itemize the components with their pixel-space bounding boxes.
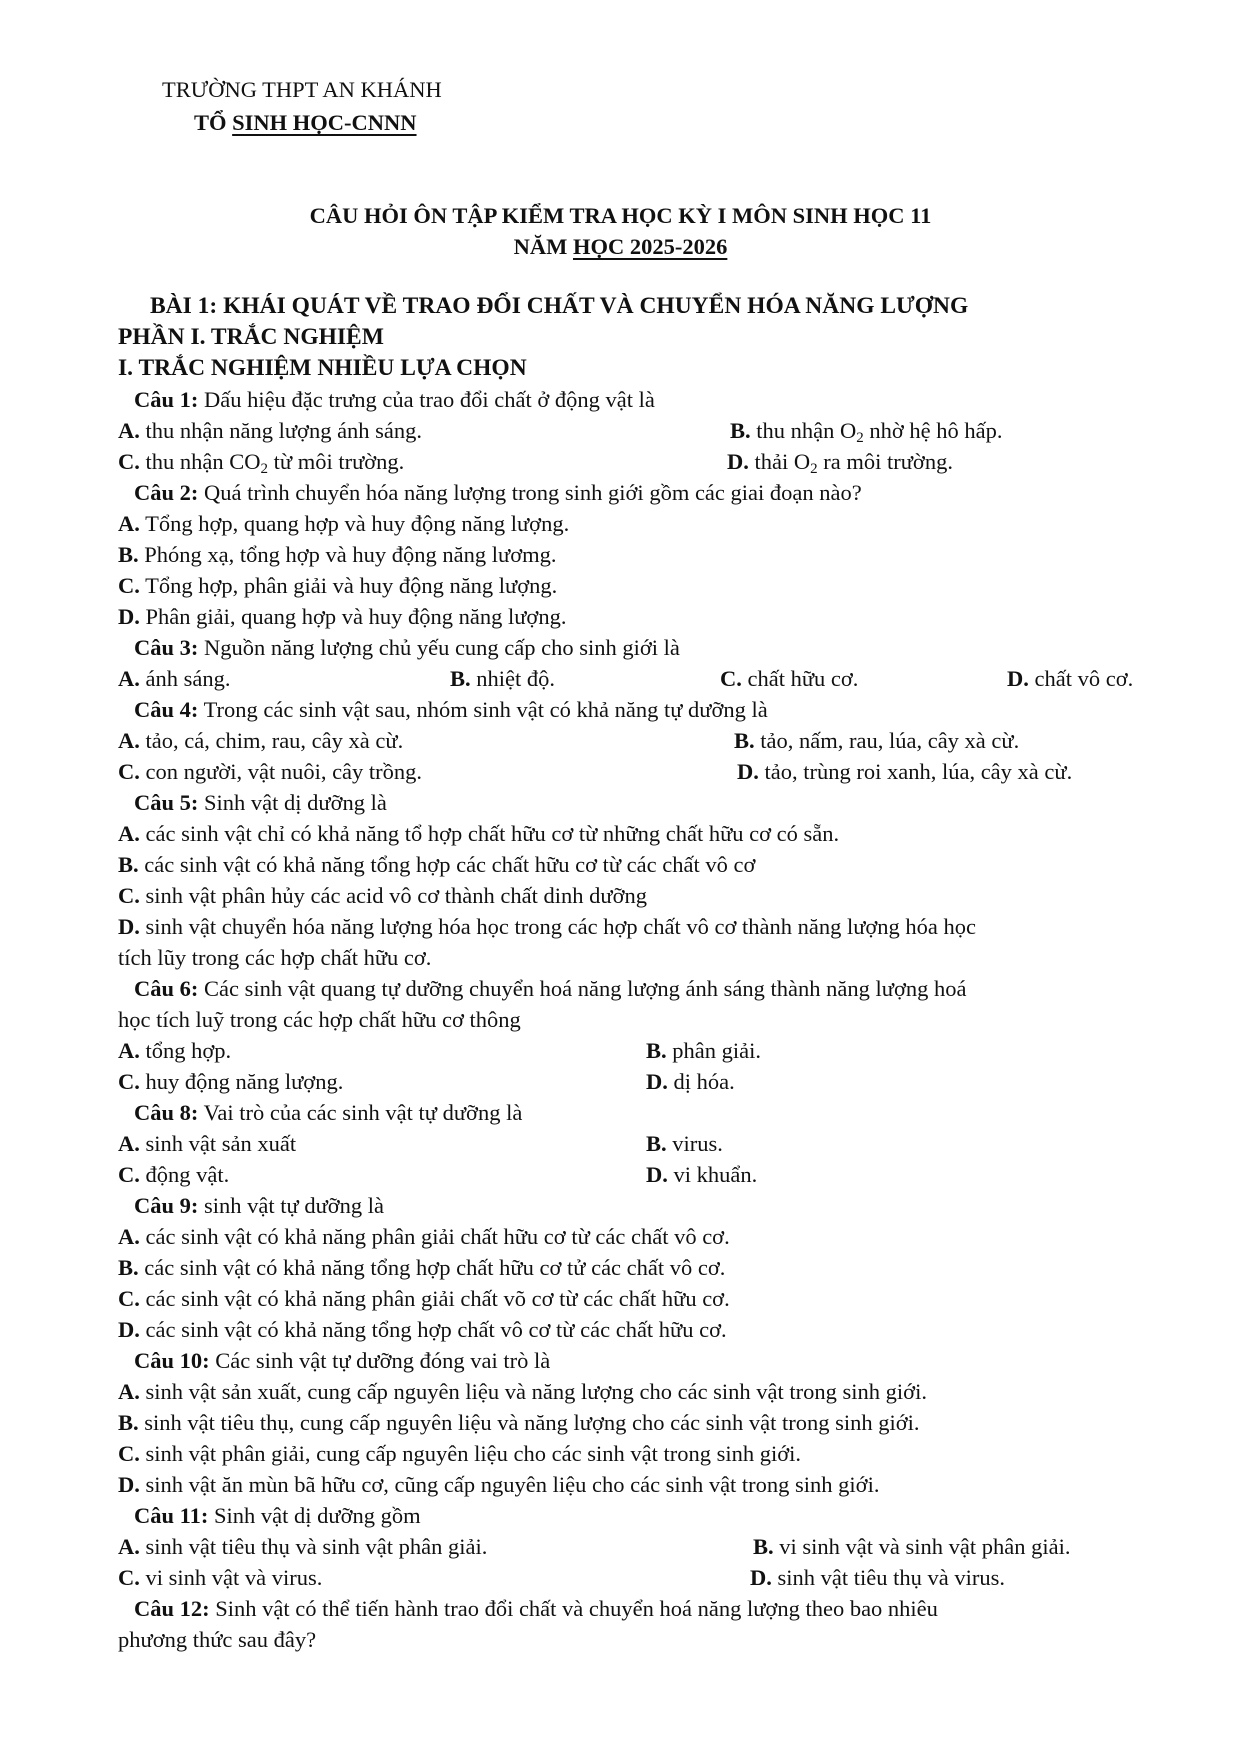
option-d: D. tảo, trùng roi xanh, lúa, cây xà cừ. [737,759,1073,784]
option-a: A. thu nhận năng lượng ánh sáng. [118,418,423,443]
question-stem-continuation: học tích luỹ trong các hợp chất hữu cơ thông [118,1007,521,1032]
option-b: B. vi sinh vật và sinh vật phân giải. [753,1534,1071,1559]
option-a: A. sinh vật tiêu thụ và sinh vật phân giải. [118,1534,488,1559]
option-a: A. tổng hợp. [118,1038,232,1063]
option-d: D. thải $O_2$ ra môi trường. [727,449,953,477]
option-a: A. sinh vật sản xuất [118,1131,297,1156]
option-d: D. các sinh vật có khả năng tổng hợp chất vô cơ từ các chất hữu cơ. [118,1317,727,1342]
option-a: A. ánh sáng. [118,666,231,691]
option-b: B. các sinh vật có khả năng tổng hợp các chất hữu cơ từ các chất vô cơ [118,852,756,877]
option-b: B. thu nhận $O_2$ nhờ hệ hô hấp. [730,418,1003,446]
option-c: C. Tổng hợp, phân giải và huy động năng lượng. [118,573,558,598]
option-a: A. các sinh vật có khả năng phân giải chất hữu cơ từ các chất vô cơ. [118,1224,730,1249]
subsection-heading: I. TRẮC NGHIỆM NHIỀU LỰA CHỌN [118,355,527,381]
option-d: D. sinh vật chuyển hóa năng lượng hóa học trong các hợp chất vô cơ thành năng lượng hóa học [118,914,977,939]
question-stem: Câu 10: Các sinh vật tự dưỡng đóng vai trò là [134,1348,551,1373]
question-stem: Câu 12: Sinh vật có thể tiến hành trao đổi chất và chuyển hoá năng lượng theo bao nhiêu [134,1596,938,1621]
option-c: C. các sinh vật có khả năng phân giải chất võ cơ từ các chất hữu cơ. [118,1286,730,1311]
option-b: B. phân giải. [646,1038,761,1063]
option-d: D. vi khuẩn. [646,1162,758,1187]
lesson-heading: BÀI 1: KHÁI QUÁT VỀ TRAO ĐỔI CHẤT VÀ CHUYỂN HÓA NĂNG LƯỢNG [150,293,969,319]
question-stem: Câu 4: Trong các sinh vật sau, nhóm sinh vật có khả năng tự dưỡng là [134,697,768,722]
question-stem: Câu 5: Sinh vật dị dưỡng là [134,790,387,815]
question-stem: Câu 6: Các sinh vật quang tự dưỡng chuyển hoá năng lượng ánh sáng thành năng lượng hoá [134,976,967,1001]
option-c: C. con người, vật nuôi, cây trồng. [118,759,423,784]
question-stem: Câu 1: Dấu hiệu đặc trưng của trao đổi chất ở động vật là [134,387,655,412]
option-a: A. sinh vật sản xuất, cung cấp nguyên liệu và năng lượng cho các sinh vật trong sinh giới. [118,1379,927,1404]
question-stem: Câu 3: Nguồn năng lượng chủ yếu cung cấp cho sinh giới là [134,635,680,660]
question-stem: Câu 2: Quá trình chuyển hóa năng lượng trong sinh giới gồm các giai đoạn nào? [134,480,862,505]
option-b: B. sinh vật tiêu thụ, cung cấp nguyên liệu và năng lượng cho các sinh vật trong sinh giới. [118,1410,920,1435]
option-d: D. sinh vật ăn mùn bã hữu cơ, cũng cấp nguyên liệu cho các sinh vật trong sinh giới. [118,1472,880,1497]
school-name: TRƯỜNG THPT AN KHÁNH [162,77,442,102]
option-a: A. Tổng hợp, quang hợp và huy động năng lượng. [118,511,570,536]
option-c: C. thu nhận $CO_2$ từ môi trường. [118,449,405,477]
exam-title: CÂU HỎI ÔN TẬP KIỂM TRA HỌC KỲ I MÔN SINH HỌC 11 [309,203,932,228]
option-c: C. vi sinh vật và virus. [118,1565,323,1590]
option-d: D. Phân giải, quang hợp và huy động năng lượng. [118,604,567,629]
option-a: A. các sinh vật chỉ có khả năng tổ hợp chất hữu cơ từ những chất hữu cơ có sẵn. [118,821,840,846]
option-d: D. sinh vật tiêu thụ và virus. [750,1565,1005,1590]
option-d-continuation: tích lũy trong các hợp chất hữu cơ. [118,945,432,970]
question-stem: Câu 8: Vai trò của các sinh vật tự dưỡng là [134,1100,523,1125]
option-c: C. sinh vật phân giải, cung cấp nguyên liệu cho các sinh vật trong sinh giới. [118,1441,801,1466]
school-year: NĂM HỌC 2025-2026 [513,234,728,259]
option-d: D. dị hóa. [646,1069,735,1094]
option-c: C. chất hữu cơ. [720,666,859,691]
option-b: B. các sinh vật có khả năng tổng hợp chất hữu cơ tử các chất vô cơ. [118,1255,726,1280]
option-b: B. Phóng xạ, tổng hợp và huy động năng lươmg. [118,542,557,567]
option-c: C. sinh vật phân hủy các acid vô cơ thành chất dinh dưỡng [118,883,647,908]
option-b: B. nhiệt độ. [450,666,556,691]
part-heading: PHẦN I. TRẮC NGHIỆM [118,324,384,350]
option-d: D. chất vô cơ. [1007,666,1134,691]
question-stem: Câu 9: sinh vật tự dưỡng là [134,1193,385,1218]
option-c: C. động vật. [118,1162,230,1187]
department-name: TỔ SINH HỌC-CNNN [194,110,417,135]
question-stem-continuation: phương thức sau đây? [118,1627,317,1652]
option-b: B. tảo, nấm, rau, lúa, cây xà cừ. [734,728,1020,753]
question-stem: Câu 11: Sinh vật dị dưỡng gồm [134,1503,421,1528]
option-c: C. huy động năng lượng. [118,1069,344,1094]
option-a: A. tảo, cá, chim, rau, cây xà cừ. [118,728,404,753]
option-b: B. virus. [646,1131,723,1156]
